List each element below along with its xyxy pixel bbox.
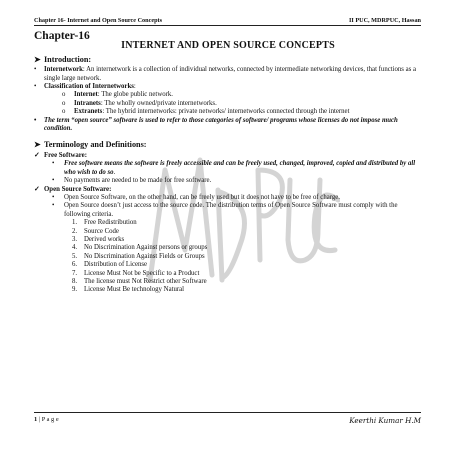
subheading: Open Source Software:: [44, 185, 112, 193]
chapter-heading: Chapter-16: [34, 30, 90, 42]
hollow-bullet-icon: o: [62, 91, 66, 99]
list-item: [34, 160, 422, 177]
dot-bullet-icon: •: [34, 116, 37, 124]
section-terminology: [34, 141, 422, 149]
list-item: 8. The license must Not Restrict other Software: [72, 277, 207, 285]
hollow-bullet-icon: o: [62, 108, 66, 116]
subheading: Classification of Internetworks: [44, 83, 134, 91]
criteria-text: No Discrimination Against persons or groups: [84, 244, 208, 252]
item-text: : The globe public network.: [97, 91, 173, 99]
list-item: 1. Free Redistribution: [72, 219, 137, 227]
page-header: [34, 12, 421, 26]
item-text: : The hybrid internetworks: private networks/ internetworks connected through the internet: [102, 108, 350, 116]
page-number-label: [34, 416, 59, 425]
term: Extranets: [74, 108, 103, 116]
checkmark-icon: ✓: [34, 185, 40, 193]
definition-text: Free software means the software is freely accessible and can be freely used, changed, improved, copied and distributed by all who wish to do so: [64, 160, 416, 176]
classification-heading: [34, 83, 422, 91]
arrow-bullet-icon: ➤: [34, 140, 41, 150]
list-item: 6. Distribution of License: [72, 261, 148, 269]
criteria-text: License Must Not be Specific to a Product: [84, 269, 200, 277]
list-item: [34, 100, 422, 108]
dot-bullet-icon: •: [52, 193, 55, 201]
hollow-bullet-icon: o: [62, 99, 66, 107]
list-item: 5. No Discrimination Against Fields or Groups: [72, 252, 205, 260]
criteria-text: No Discrimination Against Fields or Groups: [84, 252, 205, 260]
term: Internet: [74, 91, 98, 99]
oss-heading: [34, 186, 422, 194]
page-number: 1: [34, 416, 38, 423]
open-source-note: [34, 117, 422, 134]
list-item: 3. Derived works: [72, 235, 125, 243]
dot-bullet-icon: •: [52, 202, 55, 210]
page-title: INTERNET AND OPEN SOURCE CONCEPTS: [121, 40, 335, 52]
subheading-colon: :: [133, 83, 136, 91]
criteria-text: Source Code: [84, 227, 119, 235]
list-item: [34, 91, 422, 99]
list-item: [34, 202, 422, 219]
dot-bullet-icon: •: [52, 160, 55, 168]
free-software-heading: [34, 152, 422, 160]
arrow-bullet-icon: ➤: [34, 54, 41, 64]
criteria-text: Derived works: [84, 235, 125, 243]
list-item: 9. License Must Be technology Natural: [72, 286, 185, 294]
term: Intranets: [74, 99, 101, 107]
definition-text: : An internetwork is a collection of individual networks, connected by intermediate networking devices, that functions as a single large network.: [44, 66, 417, 82]
dot-bullet-icon: •: [34, 66, 37, 74]
section-heading: Introduction:: [44, 54, 92, 64]
section-heading: Terminology and Definitions:: [44, 140, 147, 150]
criteria-text: License Must Be technology Natural: [84, 286, 185, 294]
header-college: II PUC, MDRPUC, Hassan: [348, 17, 421, 24]
list-item: 4. No Discrimination Against persons or groups: [72, 244, 208, 252]
dot-bullet-icon: •: [52, 177, 55, 185]
page-footer: [34, 412, 421, 425]
header-chapter-title: Chapter 16- Internet and Open Source Concepts: [34, 17, 162, 24]
item-text: Open Source doesn’t just access to the source code. The distribution terms of Open Source Software must comply with the following criteria.: [64, 202, 398, 218]
term: Internetwork: [44, 66, 83, 74]
note-text: The term “open source” software is used to refer to those categories of software/ programs whose licenses do not impose much condition.: [44, 116, 398, 133]
checkmark-icon: ✓: [34, 151, 40, 159]
list-item: [34, 194, 422, 202]
section-introduction: [34, 56, 422, 64]
page-label: | P a g e: [38, 416, 59, 423]
item-text: : The wholly owned/private internetworks.: [100, 99, 217, 107]
criteria-text: Distribution of License: [84, 261, 148, 269]
internetwork-definition: [34, 66, 422, 83]
dot-bullet-icon: •: [34, 83, 37, 91]
definition-end: .: [113, 168, 116, 176]
list-item: [34, 177, 422, 185]
subheading: Free Software:: [44, 151, 87, 159]
list-item: [34, 108, 422, 116]
list-item: 2. Source Code: [72, 227, 119, 235]
criteria-list: [34, 219, 422, 295]
author-name: Keerthi Kumar H.M: [349, 416, 421, 425]
item-text: No payments are needed to be made for free software.: [64, 177, 212, 185]
list-item: 7. License Must Not be Specific to a Product: [72, 269, 200, 277]
item-text: Open Source Software, on the other hand, can be freely used but it does not have to be free of charge.: [64, 193, 340, 201]
criteria-text: Free Redistribution: [84, 219, 137, 227]
criteria-text: The license must Not Restrict other Software: [84, 277, 207, 285]
